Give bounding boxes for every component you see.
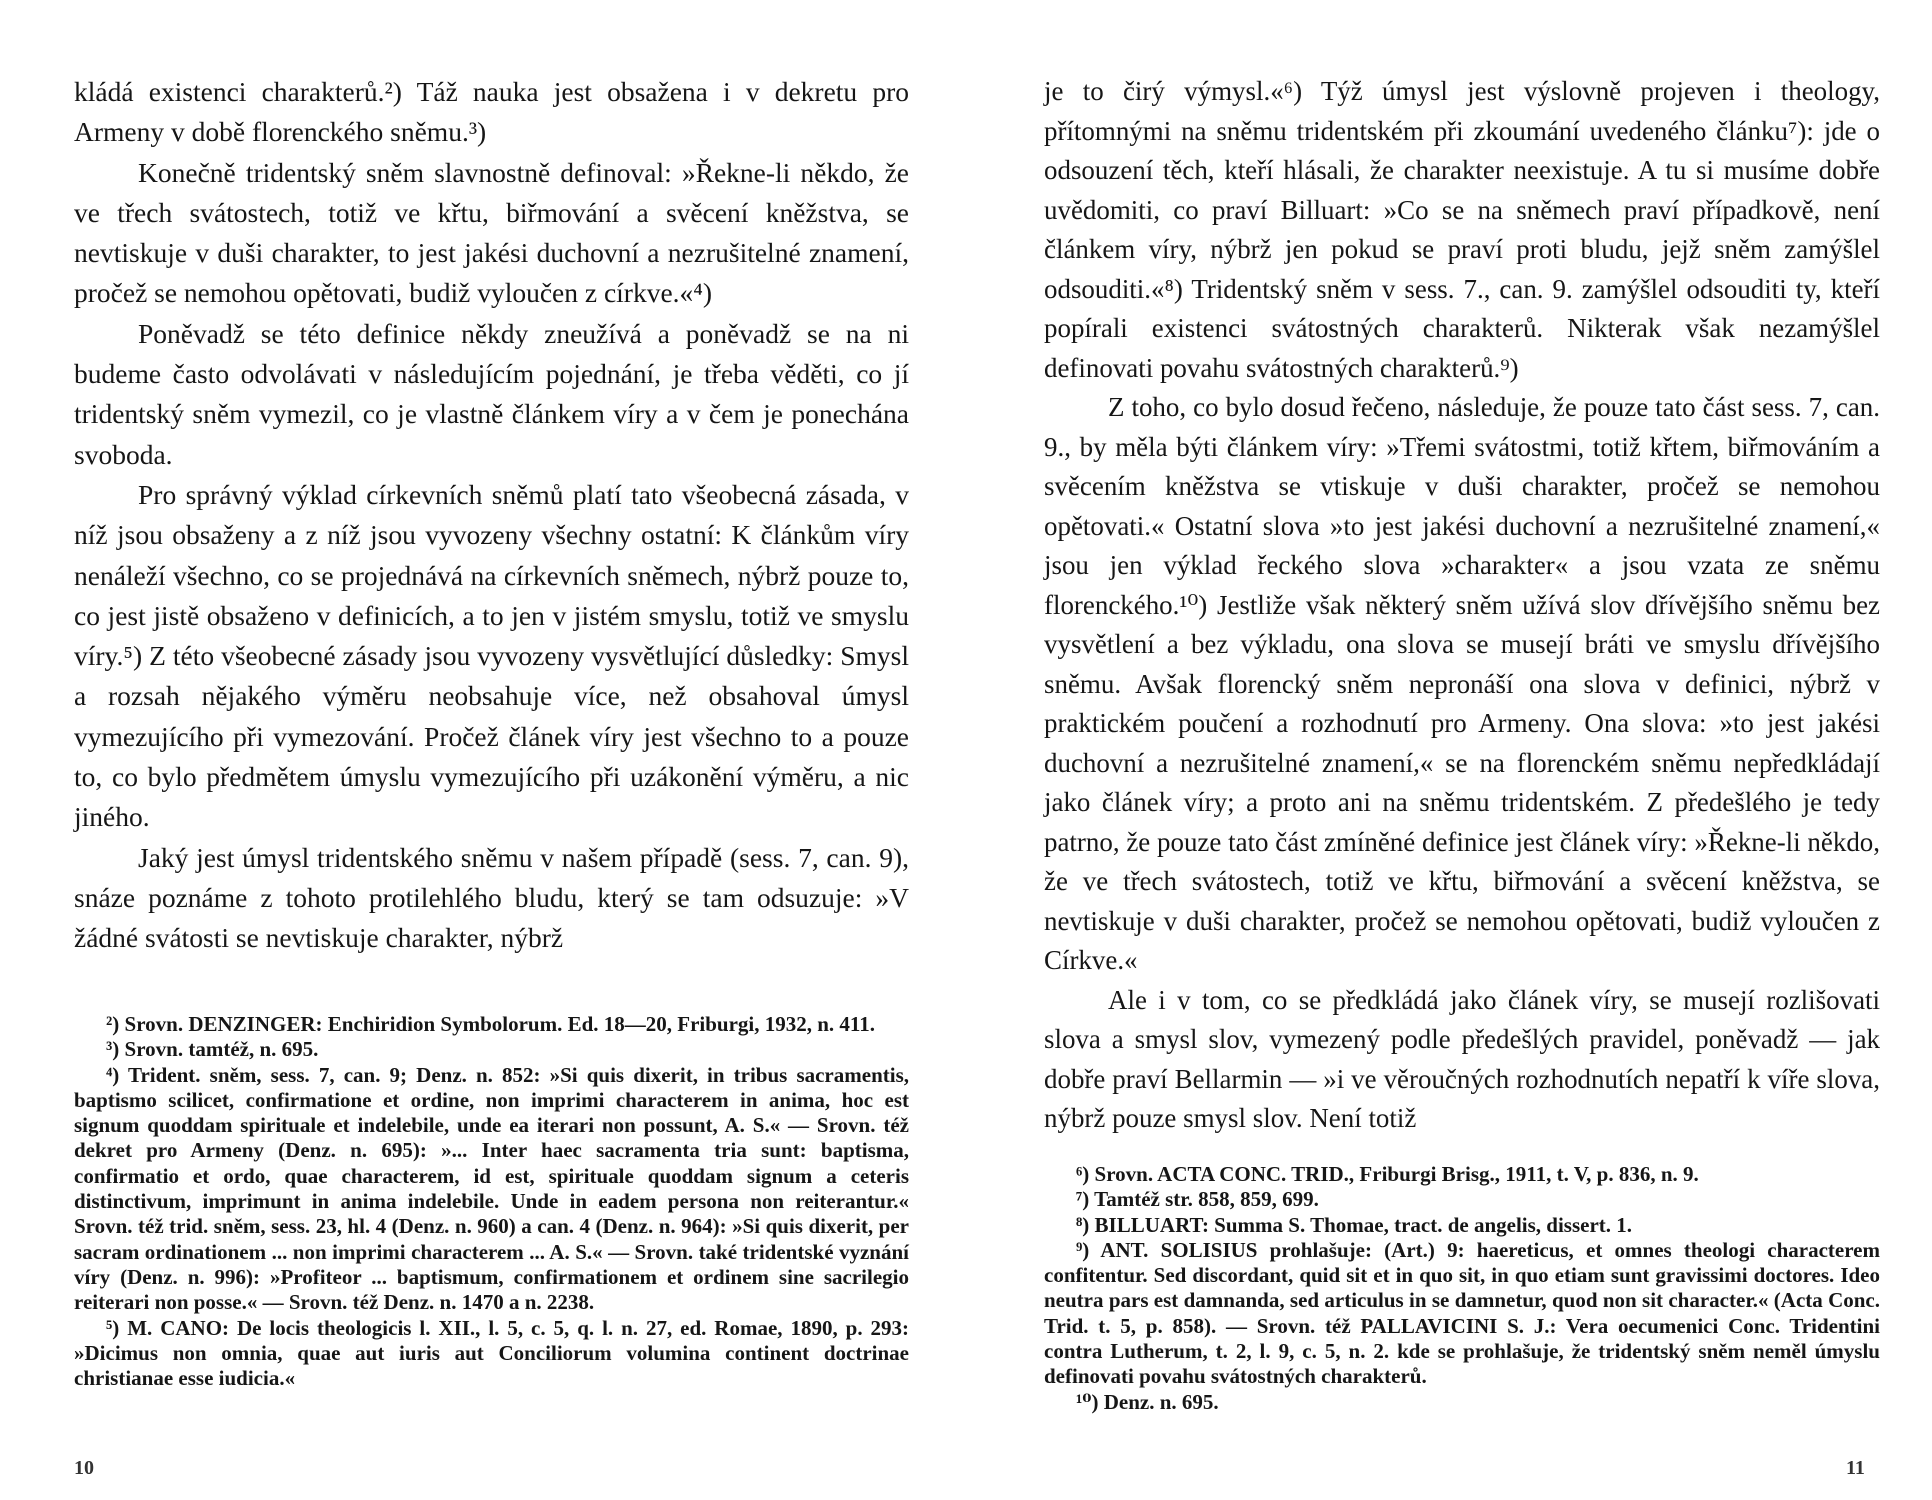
footnote: ⁹) ANT. SOLISIUS prohlašuje: (Art.) 9: haereticus, et omnes theologi characterem confitentur. Sed discordant, quid sit et in quo sit, in quo etiam sunt gravissimi doctores. Ideo neutra pars est damnanda, sed articulus in se damnetur, quod non sit character.« (Acta Conc. Trid. t. 5, p. 858). — Srovn. též PALLAVICINI S. J.: Vera oecumenici Conc. Tridentini contra Lutherum, t. 2, l. 9, c. 5, n. 2. kde se prohlašuje, že tridentský sněm neměl úmyslu definovati povahu svátostných charakterů. [1044,1237,1880,1389]
footnote: ⁴) Trident. sněm, sess. 7, can. 9; Denz. n. 852: »Si quis dixerit, in tribus sacramentis, baptismo scilicet, confirmatione et ordine, non imprimi characterem in anima, hoc est signum quoddam spirituale et indelebile, unde ea iterari non possunt, A. S.« — Srovn. též dekret pro Armeny (Denz. n. 695): »... Inter haec sacramenta tria sunt: baptisma, confirmatio et ordo, quae characterem, id est, spirituale quoddam signum a ceteris distinctivum, imprimunt in anima indelebile. Unde in eadem persona non reiterantur.« Srovn. též trid. sněm, sess. 23, hl. 4 (Denz. n. 960) a can. 4 (Denz. n. 964): »Si quis dixerit, per sacram ordinationem ... non imprimi characterem ... A. S.« — Srovn. také tridentské vyznání víry (Denz. n. 996): »Profiteor ... baptismum, confirmationem et ordinem sine sacrilegio reiterari non posse.« — Srovn. též Denz. n. 1470 a n. 2238. [74,1062,909,1315]
paragraph: Z toho, co bylo dosud řečeno, následuje, že pouze tato část sess. 7, can. 9., by měla býti článkem víry: »Třemi svátostmi, totiž křtem, biřmováním a svěcením kněžstva se vtiskuje v duši charakter, pročež se nemohou opětovati.« Ostatní slova »to jest jakési duchovní a nezrušitelné znamení,« jsou jen výklad řeckého slova »charakter« a jsou vzata ze sněmu florenckého.¹⁰) Jestliže však některý sněm užívá slov dřívějšího sněmu bez vysvětlení a bez výkladu, ona slova se musejí bráti ve smyslu dřívějšího sněmu. Avšak florencký sněm nepronáší ona slova v definici, nýbrž v praktickém poučení a rozhodnutí pro Armeny. Ona slova: »to jest jakési duchovní a nezrušitelné znamení,« se na florenckém sněmu nepředkládají jako článek víry; a proto ani na sněmu tridentském. Z předešlého je tedy patrno, že pouze tato část zmíněné definice jest článek víry: »Řekne-li někdo, že ve třech svátostech, totiž ve křtu, biřmování a svěcení kněžstva, se nevtiskuje v duši charakter, pročež se nemohou opětovati, budiž vyloučen z Církve.« [1044,392,1880,975]
paragraph-definition: Konečně tridentský sněm slavnostně definoval: »Řekne-li někdo, že ve třech svátostech, totiž ve křtu, biřmování a svěcení kněžstva, se nevtiskuje v duši charakter, to jest jakési duchovní a nezrušitelné znamení, pročež se nemohou opětovati, budiž vyloučen z církve.«⁴) [74,156,909,309]
footnote: ⁵) M. CANO: De locis theologicis l. XII., l. 5, c. 5, q. l. n. 27, ed. Romae, 1890, p. 293: »Dicimus non omnia, quae aut iuris aut Conciliorum volumina continent doctrinae christianae esse iudicia.« [74,1315,909,1391]
right-footnotes [1044,1162,1880,1415]
paragraph: kládá existenci charakterů.²) Táž nauka jest obsažena i v dekretu pro Armeny v době florenckého sněmu.³) [74,76,909,148]
footnote: ³) Srovn. tamtéž, n. 695. [106,1037,319,1062]
paragraph: Jaký jest úmysl tridentského sněmu v našem případě (sess. 7, can. 9), snáze poznáme z tohoto protilehlého bludu, který se tam odsuzuje: »V žádné svátosti se nevtiskuje charakter, nýbrž [74,841,909,954]
right-page [966,0,1932,1500]
right-main-text [1044,72,1880,1139]
footnote: ²) Srovn. DENZINGER: Enchiridion Symbolorum. Ed. 18—20, Friburgi, 1932, n. 411. [106,1012,876,1036]
paragraph: Pro správný výklad církevních sněmů platí tato všeobecná zásada, v níž jsou obsaženy a z níž jsou vyvozeny všechny ostatní: K článkům víry nenáleží všechno, co se projednává na církevních sněmech, nýbrž pouze to, co jest jistě obsaženo v definicích, a to jen v jistém smyslu, totiž ve smyslu víry.⁵) Z této všeobecné zásady jsou vyvozeny vysvětlující důsledky: Smysl a rozsah nějakého výměru neobsahuje více, než obsahoval úmysl vymezujícího při vymezování. Pročež článek víry jest všechno to a pouze to, co bylo předmětem úmyslu vymezujícího při uzákonění výměru, a nic jiného. [74,478,909,833]
paragraph: je to čirý výmysl.«⁶) Týž úmysl jest výslovně projeven i theology, přítomnými na sněmu tridentském při zkoumání uvedeného článku⁷): jde o odsouzení těch, kteří hlásali, že charakter neexistuje. A tu si musíme dobře uvědomiti, co praví Billuart: »Co se na sněmech praví případkově, není článkem víry, nýbrž jen pokud se praví proti bludu, jejž sněm zamýšlel odsouditi.«⁸) Tridentský sněm v sess. 7., can. 9. zamýšlel odsouditi ty, kteří popírali existenci svátostných charakterů. Nikterak však nezamýšlel definovati povahu svátostných charakterů.⁹) [1044,76,1880,383]
left-footnotes [74,1012,909,1391]
footnote: ¹⁰) Denz. n. 695. [1076,1389,1219,1414]
footnote: ⁸) BILLUART: Summa S. Thomae, tract. de angelis, dissert. 1. [1076,1212,1633,1237]
page-number: 11 [1846,1457,1865,1479]
paragraph: Ale i v tom, co se předkládá jako článek víry, se musejí rozlišovati slova a smysl slov, vymezený podle předešlých pravidel, poněvadž — jak dobře praví Bellarmin — »i ve věroučných rozhodnutích nepatří k víře slova, nýbrž pouze smysl slov. Není totiž [1044,984,1880,1133]
paragraph: Poněvadž se této definice někdy zneužívá a poněvadž se na ni budeme často odvolávati v následujícím pojednání, je třeba věděti, co jí tridentský sněm vymezil, co je vlastně článkem víry a v čem je ponechána svoboda. [74,317,909,470]
left-main-text [74,72,909,959]
footnote: ⁶) Srovn. ACTA CONC. TRID., Friburgi Brisg., 1911, t. V, p. 836, n. 9. [1076,1162,1699,1186]
footnote: ⁷) Tamtéž str. 858, 859, 699. [1076,1187,1319,1212]
page-number: 10 [74,1457,94,1479]
